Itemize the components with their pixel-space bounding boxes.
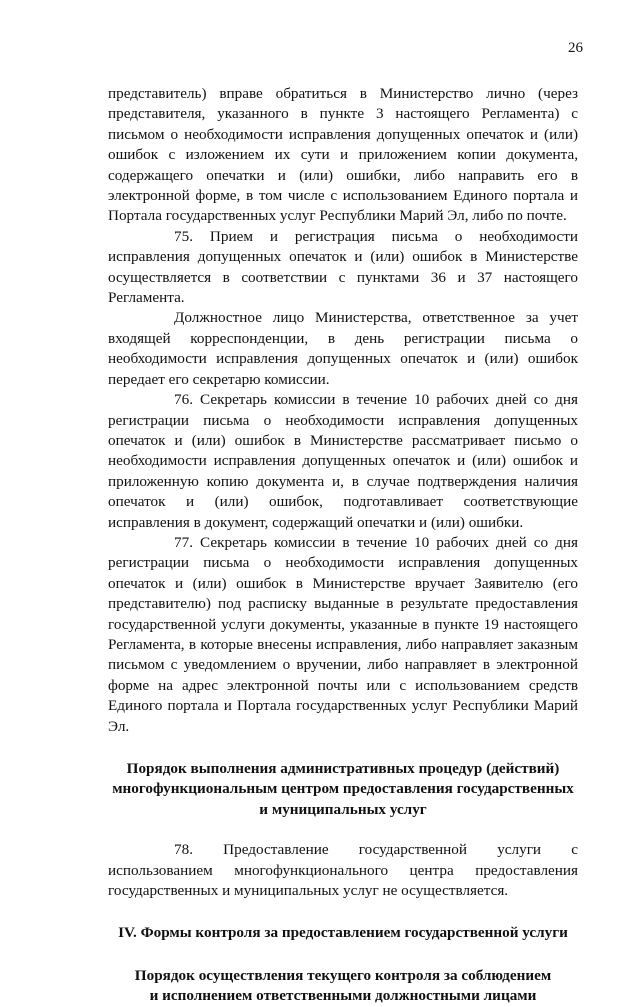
heading-mfc-line-3: и муниципальных услуг <box>259 800 427 818</box>
heading-control-line-1: Порядок осуществления текущего контроля за соблюдением <box>134 966 552 984</box>
heading-mfc-line-1: Порядок выполнения административных процедур (действий) <box>126 760 560 777</box>
heading-section-iv: IV. Формы контроля за предоставлением государственной услуги <box>118 924 568 942</box>
paragraph-continuation: представитель) вправе обратиться в Министерство лично (через представителя, указанного в пункте 3 настоящего Регламента) с письмом о необходимости исправления допущенных опечаток и (или) ошибок с изложением их сути и приложением копии документа, содержащего опечатки и (или) ошибки, либо направить его в электронной форме, в том числе с использованием Единого портала и Портала государственных услуг Республики Марий Эл, либо по почте. <box>108 85 578 225</box>
paragraph-76: 76. Секретарь комиссии в течение 10 рабочих дней со дня регистрации письма о необходимости исправления допущенных опечаток и (или) ошибок в Министерстве рассматривает письмо о необходимости исправления допущенных опечаток и (или) ошибок и приложенную копию документа и, в случае подтверждения наличия опечаток и (или) ошибок, подготавливает соответствующие исправления в документ, содержащий опечатки и (или) ошибки. <box>108 391 578 531</box>
paragraph-77: 77. Секретарь комиссии в течение 10 рабочих дней со дня регистрации письма о необходимости исправления допущенных опечаток и (или) ошибок в Министерстве вручает Заявителю (его представителю) под расписку выданные в результате предоставления государственной услуги документы, указанные в пункте 19 настоящего Регламента, в которые внесены исправления, либо направляет заказным письмом с уведомлением о вручении, либо направляет в электронной форме на адрес электронной почты или с использованием средств Единого портала и Портала государственных услуг Республики Марий Эл. <box>108 533 578 735</box>
paragraph-78: 78. Предоставление государственной услуги с использованием многофункционального центра предоставления государственных и муниципальных услуг не осуществляется. <box>108 841 578 900</box>
paragraph-75: 75. Прием и регистрация письма о необходимости исправления допущенных опечаток и (или) ошибок в Министерстве осуществляется в соответствии с пунктами 36 и 37 настоящего Регламента. <box>108 227 578 307</box>
heading-control-line-2: и исполнением ответственными должностными лицами <box>149 987 537 1005</box>
heading-mfc-line-2: многофункциональным центром предоставления государственных <box>112 780 574 798</box>
heading-mfc-procedures <box>108 759 578 820</box>
page-number: 26 <box>568 40 583 56</box>
paragraph-75-official: Должностное лицо Министерства, ответственное за учет входящей корреспонденции, в день регистрации письма о необходимости исправления допущенных опечаток и (или) ошибок передает его секретарю комиссии. <box>108 309 578 388</box>
document-body <box>108 84 578 1007</box>
heading-current-control <box>108 966 578 1007</box>
